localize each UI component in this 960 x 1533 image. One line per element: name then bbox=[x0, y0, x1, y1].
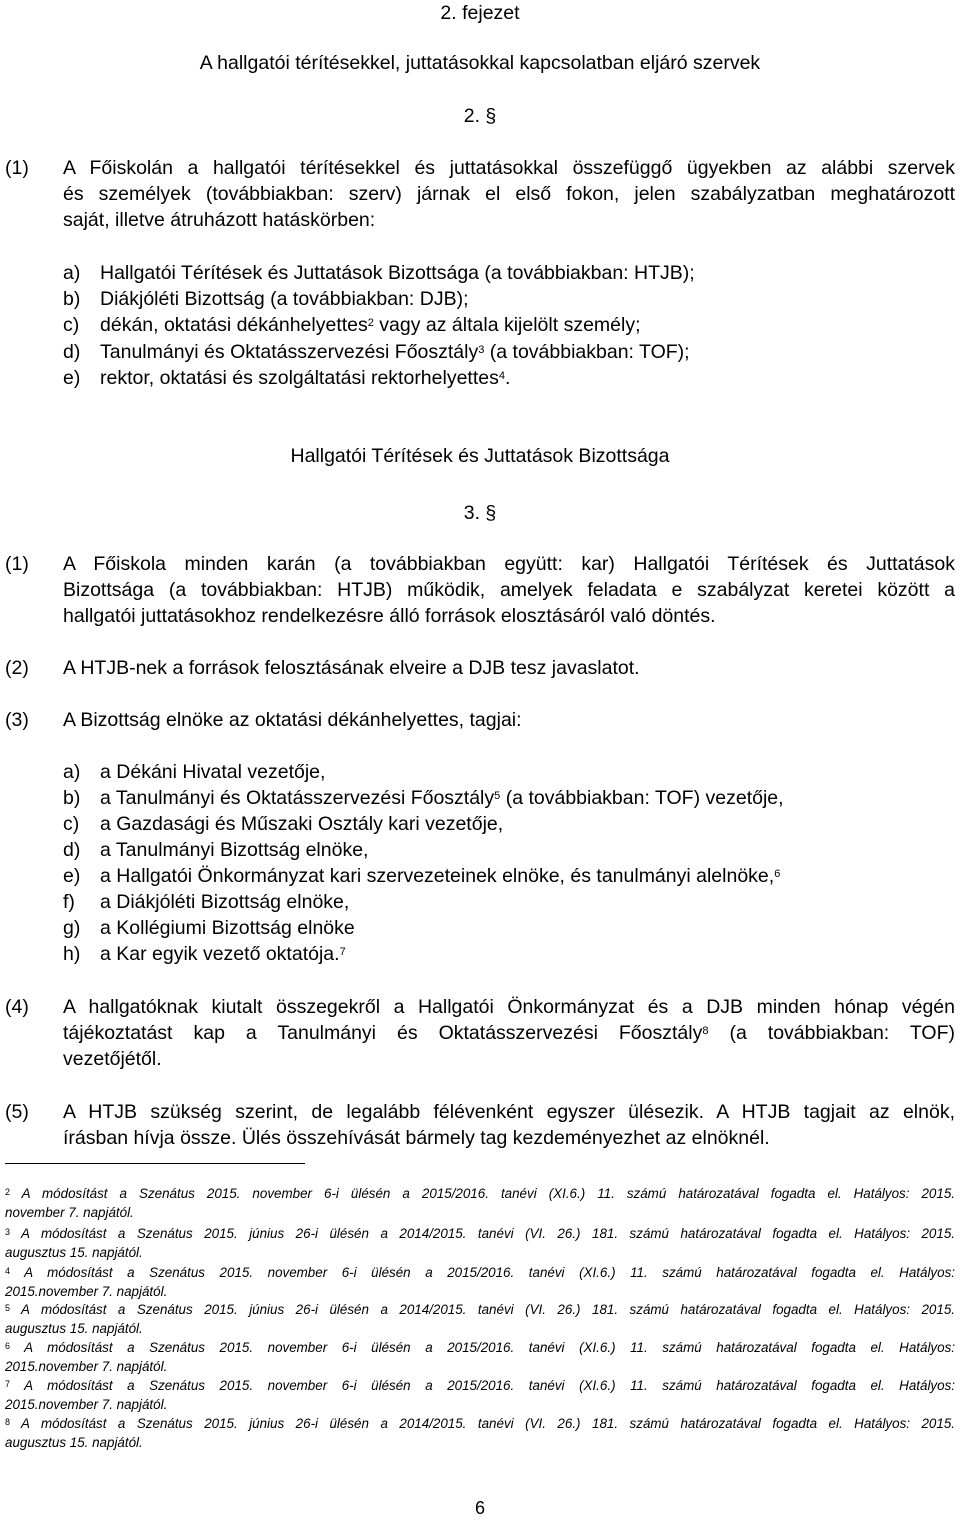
list-letter: h) bbox=[63, 943, 81, 965]
section-2-heading: 2. § bbox=[463, 105, 497, 127]
list-letter: a) bbox=[63, 761, 81, 783]
list-letter: f) bbox=[63, 891, 75, 913]
section-3-heading: 3. § bbox=[463, 502, 497, 524]
list-letter: d) bbox=[63, 839, 81, 861]
list-text: Hallgatói Térítések és Juttatások Bizottsága (a továbbiakban: HTJB); bbox=[100, 262, 695, 284]
list-text: a Dékáni Hivatal vezetője, bbox=[100, 761, 326, 783]
footnote-ref[interactable]: 6 bbox=[774, 868, 781, 880]
list-text: a Tanulmányi és Oktatásszervezési Főosztály$^5$ (a továbbiakban: TOF) vezetője, bbox=[100, 787, 784, 809]
footnote: $^2$ A módosítást a Szenátus 2015. november 6-i ülésén a 2015/2016. tanévi (XI.6.) 11. számú határozatával fogadta el. Hatályos: 2015. november 7. napjától. bbox=[5, 1186, 955, 1220]
footnote-ref[interactable]: 7 bbox=[339, 946, 346, 958]
s2-p1-line: A Főiskolán a hallgatói térítésekkel és juttatásokkal összefüggő ügyekben az alábbi szervek bbox=[63, 157, 955, 179]
chapter-title: A hallgatói térítésekkel, juttatásokkal kapcsolatban eljáró szervek bbox=[199, 52, 761, 74]
footnote-ref[interactable]: 8 bbox=[702, 1025, 709, 1037]
footnote: $^7$ A módosítást a Szenátus 2015. november 6-i ülésén a 2015/2016. tanévi (XI.6.) 11. számú határozatával fogadta el. Hatályos: 2015.november 7. napjától. bbox=[5, 1378, 955, 1412]
list-letter: g) bbox=[63, 917, 81, 939]
s3-p3-number: (3) bbox=[5, 709, 29, 731]
s2-p1-line: saját, illetve átruházott hatáskörben: bbox=[63, 209, 376, 231]
list-letter: e) bbox=[63, 367, 81, 389]
s2-p1-number: (1) bbox=[5, 157, 29, 179]
list-letter: d) bbox=[63, 341, 81, 363]
list-text: a Diákjóléti Bizottság elnöke, bbox=[100, 891, 350, 913]
footnote-ref[interactable]: 5 bbox=[494, 790, 501, 802]
subtitle: Hallgatói Térítések és Juttatások Bizottsága bbox=[290, 445, 670, 467]
s3-p2-text: A HTJB-nek a források felosztásának elveire a DJB tesz javaslatot. bbox=[63, 657, 640, 679]
list-text: a Kollégiumi Bizottság elnöke bbox=[100, 917, 355, 939]
list-letter: b) bbox=[63, 787, 81, 809]
s3-p4-line: A hallgatóknak kiutalt összegekről a Hallgatói Önkormányzat és a DJB minden hónap végén bbox=[63, 996, 955, 1018]
s3-p5-line: A HTJB szükség szerint, de legalább félévenként egyszer ülésezik. A HTJB tagjait az elnök, bbox=[63, 1101, 955, 1123]
s3-p1-line: Bizottsága (a továbbiakban: HTJB) működik, amelyek feladata e szabályzat keretei között a bbox=[63, 579, 955, 601]
list-text: a Kar egyik vezető oktatója.$^7$ bbox=[100, 943, 346, 965]
list-text: Tanulmányi és Oktatásszervezési Főosztály$^3$ (a továbbiakban: TOF); bbox=[100, 341, 690, 363]
list-text: rektor, oktatási és szolgáltatási rektorhelyettes$^4$. bbox=[100, 367, 511, 389]
s3-p4-line: tájékoztatást kap a Tanulmányi és Oktatásszervezési Főosztály$^8$ (a továbbiakban: TOF) bbox=[63, 1022, 955, 1044]
s3-p4-line: vezetőjétől. bbox=[63, 1048, 162, 1070]
footnote-ref[interactable]: 3 bbox=[478, 344, 485, 356]
footnote-separator bbox=[5, 1163, 305, 1164]
footnote: $^5$ A módosítást a Szenátus 2015. június 26-i ülésén a 2014/2015. tanévi (VI. 26.) 181. számú határozatával fogadta el. Hatályos: 2015. augusztus 15. napjától. bbox=[5, 1302, 955, 1336]
s3-p1-line: hallgatói juttatásokhoz rendelkezésre álló források elosztásáról való döntés. bbox=[63, 605, 716, 627]
list-text: a Hallgatói Önkormányzat kari szervezeteinek elnöke, és tanulmányi alelnöke,$^6$ bbox=[100, 865, 781, 887]
page-number: 6 bbox=[474, 1498, 485, 1518]
list-letter: b) bbox=[63, 288, 81, 310]
footnote: $^8$ A módosítást a Szenátus 2015. június 26-i ülésén a 2014/2015. tanévi (VI. 26.) 181. számú határozatával fogadta el. Hatályos: 2015. augusztus 15. napjától. bbox=[5, 1416, 955, 1450]
footnote: $^4$ A módosítást a Szenátus 2015. november 6-i ülésén a 2015/2016. tanévi (XI.6.) 11. számú határozatával fogadta el. Hatályos: 2015.november 7. napjától. bbox=[5, 1265, 955, 1299]
list-text: dékán, oktatási dékánhelyettes$^2$ vagy az általa kijelölt személy; bbox=[100, 314, 641, 336]
list-text: Diákjóléti Bizottság (a továbbiakban: DJB); bbox=[100, 288, 469, 310]
s3-p1-number: (1) bbox=[5, 553, 29, 575]
s3-p2-number: (2) bbox=[5, 657, 29, 679]
list-letter: a) bbox=[63, 262, 81, 284]
s3-p4-number: (4) bbox=[5, 996, 29, 1018]
s3-p3-text: A Bizottság elnöke az oktatási dékánhelyettes, tagjai: bbox=[63, 709, 522, 731]
footnote-ref[interactable]: 2 bbox=[367, 317, 374, 329]
s3-p5-line: írásban hívja össze. Ülés összehívását bármely tag kezdeményezhet az elnöknél. bbox=[63, 1127, 770, 1149]
chapter-number: 2. fejezet bbox=[440, 2, 520, 24]
footnote: $^6$ A módosítást a Szenátus 2015. november 6-i ülésén a 2015/2016. tanévi (XI.6.) 11. számú határozatával fogadta el. Hatályos: 2015.november 7. napjától. bbox=[5, 1340, 955, 1374]
list-text: a Tanulmányi Bizottság elnöke, bbox=[100, 839, 369, 861]
footnote: $^3$ A módosítást a Szenátus 2015. június 26-i ülésén a 2014/2015. tanévi (VI. 26.) 181. számú határozatával fogadta el. Hatályos: 2015. augusztus 15. napjától. bbox=[5, 1226, 955, 1260]
s3-p5-number: (5) bbox=[5, 1101, 29, 1123]
list-text: a Gazdasági és Műszaki Osztály kari vezetője, bbox=[100, 813, 504, 835]
s2-p1-line: és személyek (továbbiakban: szerv) járnak el első fokon, jelen szabályzatban meghatározott bbox=[63, 183, 955, 205]
list-letter: c) bbox=[63, 813, 80, 835]
s3-p1-line: A Főiskola minden karán (a továbbiakban együtt: kar) Hallgatói Térítések és Juttatások bbox=[63, 553, 955, 575]
list-letter: e) bbox=[63, 865, 81, 887]
footnote-ref[interactable]: 4 bbox=[498, 370, 505, 382]
list-letter: c) bbox=[63, 314, 80, 336]
